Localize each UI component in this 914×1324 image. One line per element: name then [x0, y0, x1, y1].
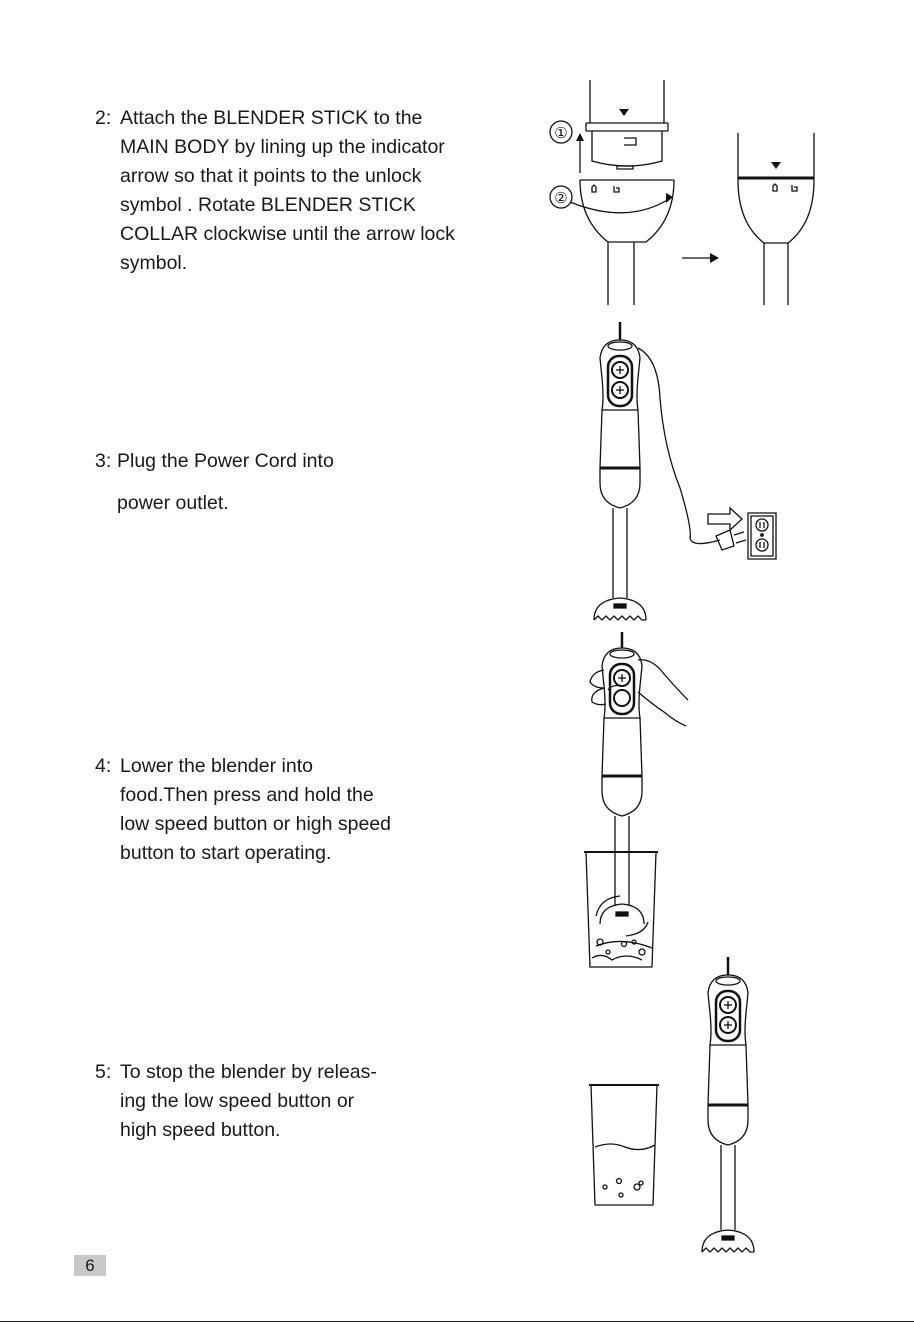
step-line: Plug the Power Cord into	[117, 450, 334, 472]
step-line: food.Then press and hold the	[120, 784, 374, 806]
step-5-text	[95, 1058, 377, 1145]
step-3-text	[95, 440, 334, 524]
step-number: 4:	[95, 755, 112, 777]
step-4-text	[95, 752, 391, 868]
step-line: high speed button.	[120, 1119, 281, 1141]
step-number: 2:	[95, 107, 112, 129]
step-line: symbol . Rotate BLENDER STICK	[120, 194, 416, 216]
page-number: 6	[74, 1255, 106, 1276]
blending-illustration	[582, 630, 697, 975]
plug-in-illustration	[580, 318, 790, 628]
step-line: Lower the blender into	[120, 755, 313, 777]
step-line: ing the low speed button or	[120, 1090, 355, 1112]
step-line: COLLAR clockwise until the arrow lock	[120, 223, 455, 245]
step-line: button to start operating.	[120, 842, 332, 864]
label-one: ①	[554, 126, 568, 142]
step-number: 3:	[95, 450, 112, 472]
step-2-text	[95, 104, 455, 278]
stop-blender-illustration	[585, 955, 760, 1260]
attach-stick-illustration	[540, 75, 830, 310]
step-line: To stop the blender by releas-	[120, 1061, 377, 1083]
label-two: ②	[554, 191, 568, 207]
step-line: power outlet.	[117, 492, 229, 514]
step-line: Attach the BLENDER STICK to the	[120, 107, 423, 129]
step-line: MAIN BODY by lining up the indicator	[120, 136, 445, 158]
bottom-rule	[0, 1321, 914, 1322]
step-line: low speed button or high speed	[120, 813, 392, 835]
step-line: arrow so that it points to the unlock	[120, 165, 422, 187]
step-line: symbol.	[120, 252, 188, 274]
step-number: 5:	[95, 1061, 112, 1083]
